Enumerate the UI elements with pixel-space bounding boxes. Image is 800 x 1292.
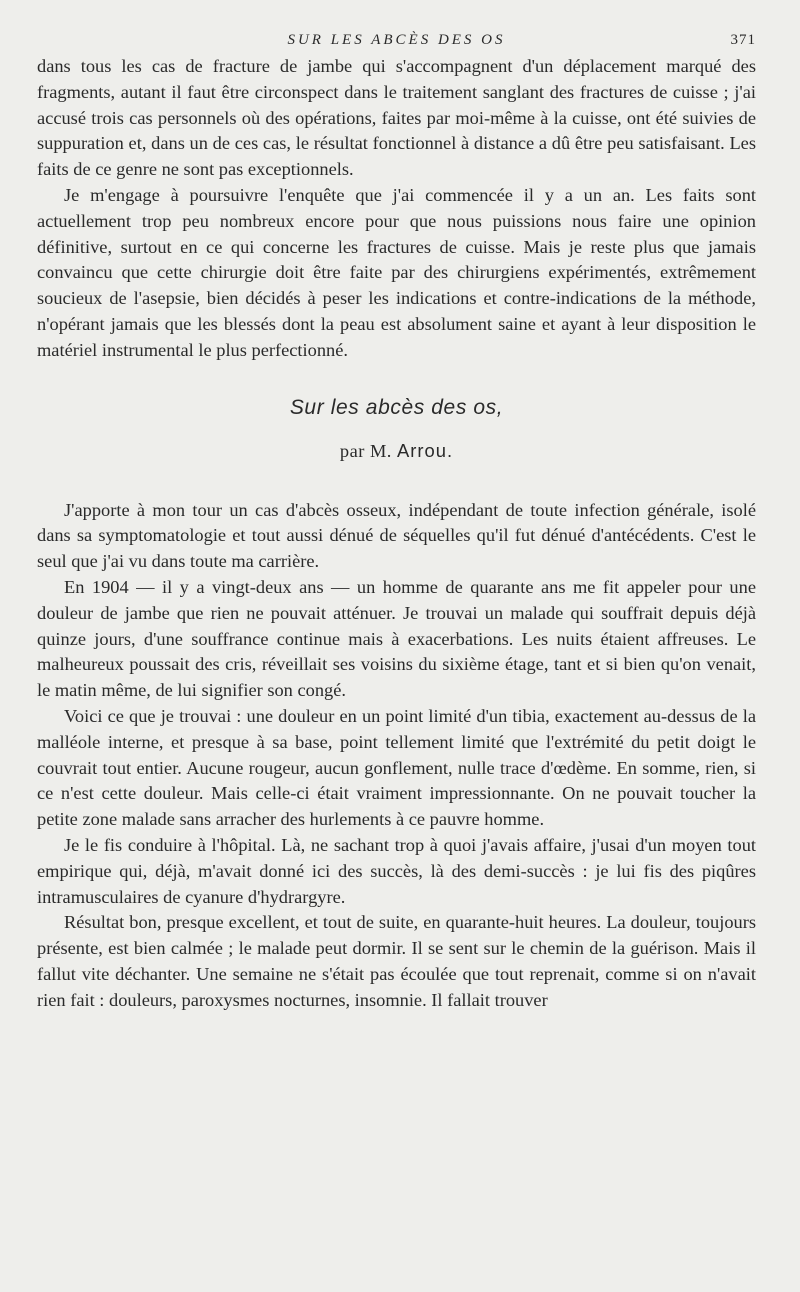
paragraph: Je m'engage à poursuivre l'enquête que j'ai commencée il y a un an. Les faits sont actuellement trop peu nombreux encore pour que nous puissions nous faire une opinion définitive, surtout en ce qui concerne les fractures de cuisse. Mais je reste plus que jamais convaincu que cette chirurgie doit être faite par des chirurgiens expérimentés, extrêmement soucieux de l'asepsie, bien décidés à peser les indications et contre-indications de la méthode, n'opérant jamais que les blessés dont la peau est absolument saine et ayant à leur disposition le matériel instrumental le plus perfectionné. xyxy=(37,184,756,360)
paragraph: J'apporte à mon tour un cas d'abcès osseux, indépendant de toute infection générale, isolé dans sa symptomatologie et tout aussi dénué de séquelles qu'il fut dénué d'antécédents. C'est le seul que j'ai vu dans toute ma carrière. xyxy=(37,499,756,572)
author-line xyxy=(37,440,756,462)
section-title: Sur les abcès des os, xyxy=(289,395,504,419)
author-name: Arrou. xyxy=(397,439,454,461)
author-prefix: par M. xyxy=(339,440,392,461)
running-head xyxy=(37,26,756,54)
page-body xyxy=(37,54,756,1014)
paragraph: dans tous les cas de fracture de jambe qui s'accompagnent d'un déplacement marqué des fragments, autant il faut être circonspect dans le traitement sanglant des fractures de cuisse ; j'ai accusé trois cas personnels où des opérations, faites par moi-même à la cuisse, ont été suivies de suppuration et, dans un de ces cas, le résultat fonctionnel à distance a dû être peu satisfaisant. Les faits de ce genre ne sont pas exceptionnels. xyxy=(37,56,756,180)
paragraph: Voici ce que je trouvai : une douleur en un point limité d'un tibia, exactement au-dessus de la malléole interne, et presque à sa base, point tellement limité que l'extrémité du petit doigt le couvrait tout entier. Aucune rougeur, aucun gonflement, nulle trace d'œdème. En somme, rien, si ce n'est cette douleur. Mais celle-ci était vraiment impressionnante. On ne pouvait toucher la petite zone malade sans arracher des hurlements à ce pauvre homme. xyxy=(37,705,756,830)
paragraph: Résultat bon, presque excellent, et tout de suite, en quarante-huit heures. La douleur, toujours présente, est bien calmée ; le malade peut dormir. Il se sent sur le chemin de la guérison. Mais il fallut vite déchanter. Une semaine ne s'était pas écoulée que tout reprenait, comme si on n'avait rien fait : douleurs, paroxysmes nocturnes, insomnie. Il fallait trouver xyxy=(37,912,756,1010)
paragraph: En 1904 — il y a vingt-deux ans — un homme de quarante ans me fit appeler pour une douleur de jambe que rien ne pouvait atténuer. Je trouvai un malade qui souffrait depuis déjà quinze jours, d'une souffrance continue mais à exacerbations. Les nuits étaient affreuses. Le malheureux poussait des cris, réveillait ses voisins du sixième étage, tant et si bien qu'on venait, le matin même, de lui signifier son congé. xyxy=(37,576,756,701)
paragraph: Je le fis conduire à l'hôpital. Là, ne sachant trop à quoi j'avais affaire, j'usai d'un moyen tout empirique qui, déjà, m'avait donné ici des succès, là des demi-succès : je lui fis des piqûres intramusculaires de cyanure d'hydrargyre. xyxy=(37,834,756,907)
page-number: 371 xyxy=(730,32,756,48)
section-heading xyxy=(37,396,756,462)
running-title: SUR LES ABCÈS DES OS xyxy=(287,32,506,48)
